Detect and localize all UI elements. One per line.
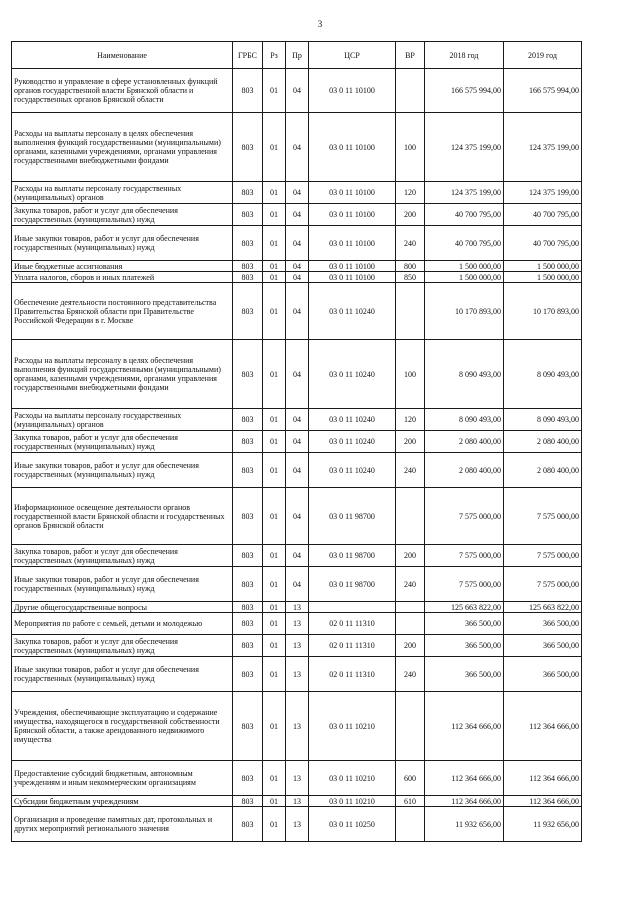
cell-vr — [396, 488, 425, 545]
cell-pr: 04 — [286, 69, 309, 113]
cell-y2018: 366 500,00 — [425, 635, 504, 657]
cell-y2019: 124 375 199,00 — [504, 113, 582, 182]
cell-y2018: 124 375 199,00 — [425, 182, 504, 204]
cell-csr: 03 0 11 10240 — [309, 431, 396, 453]
header-grbs: ГРБС — [233, 42, 263, 69]
header-2019: 2019 год — [504, 42, 582, 69]
cell-grbs: 803 — [233, 204, 263, 226]
cell-csr: 03 0 11 10100 — [309, 261, 396, 272]
header-rz: Рз — [263, 42, 286, 69]
cell-y2018: 112 364 666,00 — [425, 796, 504, 807]
table-header-row — [12, 42, 582, 69]
cell-vr: 610 — [396, 796, 425, 807]
cell-y2018: 40 700 795,00 — [425, 204, 504, 226]
cell-pr: 13 — [286, 635, 309, 657]
cell-pr: 04 — [286, 488, 309, 545]
cell-name: Закупка товаров, работ и услуг для обеспечения государственных (муниципальных) нужд — [12, 204, 233, 226]
cell-vr — [396, 602, 425, 613]
header-name: Наименование — [12, 42, 233, 69]
table-row — [12, 409, 582, 431]
cell-rz: 01 — [263, 602, 286, 613]
cell-pr: 13 — [286, 807, 309, 842]
cell-name: Расходы на выплаты персоналу государственных (муниципальных) органов — [12, 182, 233, 204]
cell-y2018: 124 375 199,00 — [425, 113, 504, 182]
cell-y2019: 1 500 000,00 — [504, 272, 582, 283]
cell-grbs: 803 — [233, 692, 263, 761]
cell-y2018: 2 080 400,00 — [425, 453, 504, 488]
table-row — [12, 567, 582, 602]
cell-y2019: 112 364 666,00 — [504, 761, 582, 796]
table-row — [12, 613, 582, 635]
cell-rz: 01 — [263, 261, 286, 272]
cell-y2018: 1 500 000,00 — [425, 261, 504, 272]
cell-name: Иные закупки товаров, работ и услуг для обеспечения государственных (муниципальных) нужд — [12, 567, 233, 602]
cell-y2018: 7 575 000,00 — [425, 567, 504, 602]
cell-grbs: 803 — [233, 488, 263, 545]
table-body — [12, 69, 582, 842]
cell-vr: 100 — [396, 340, 425, 409]
cell-vr: 200 — [396, 635, 425, 657]
cell-pr: 04 — [286, 409, 309, 431]
cell-csr: 03 0 11 10100 — [309, 226, 396, 261]
header-2018: 2018 год — [425, 42, 504, 69]
cell-y2019: 2 080 400,00 — [504, 453, 582, 488]
cell-pr: 04 — [286, 431, 309, 453]
cell-csr: 02 0 11 11310 — [309, 657, 396, 692]
cell-vr: 240 — [396, 657, 425, 692]
cell-pr: 04 — [286, 226, 309, 261]
cell-name: Иные бюджетные ассигнования — [12, 261, 233, 272]
cell-csr: 03 0 11 10100 — [309, 113, 396, 182]
cell-rz: 01 — [263, 453, 286, 488]
cell-rz: 01 — [263, 657, 286, 692]
table-row — [12, 226, 582, 261]
cell-name: Учреждения, обеспечивающие эксплуатацию и содержание имущества, находящегося в государственной собственности Брянской области, а также арендованного недвижимого имущества — [12, 692, 233, 761]
cell-y2018: 11 932 656,00 — [425, 807, 504, 842]
cell-vr: 200 — [396, 545, 425, 567]
cell-name: Обеспечение деятельности постоянного представительства Правительства Брянской области при Правительстве Российской Федерации в г. Москве — [12, 283, 233, 340]
cell-y2019: 8 090 493,00 — [504, 409, 582, 431]
cell-y2018: 10 170 893,00 — [425, 283, 504, 340]
cell-y2019: 1 500 000,00 — [504, 261, 582, 272]
cell-y2019: 366 500,00 — [504, 635, 582, 657]
cell-y2019: 166 575 994,00 — [504, 69, 582, 113]
cell-csr: 03 0 11 10100 — [309, 69, 396, 113]
cell-y2018: 366 500,00 — [425, 613, 504, 635]
cell-vr: 600 — [396, 761, 425, 796]
cell-pr: 04 — [286, 545, 309, 567]
cell-rz: 01 — [263, 409, 286, 431]
cell-y2018: 125 663 822,00 — [425, 602, 504, 613]
cell-csr: 02 0 11 11310 — [309, 613, 396, 635]
cell-pr: 04 — [286, 272, 309, 283]
cell-csr: 03 0 11 10250 — [309, 807, 396, 842]
cell-vr — [396, 692, 425, 761]
cell-pr: 04 — [286, 204, 309, 226]
cell-grbs: 803 — [233, 69, 263, 113]
cell-rz: 01 — [263, 226, 286, 261]
cell-name: Мероприятия по работе с семьей, детьми и молодежью — [12, 613, 233, 635]
cell-y2018: 166 575 994,00 — [425, 69, 504, 113]
cell-y2018: 366 500,00 — [425, 657, 504, 692]
cell-grbs: 803 — [233, 545, 263, 567]
cell-csr: 03 0 11 10210 — [309, 796, 396, 807]
cell-grbs: 803 — [233, 761, 263, 796]
cell-pr: 13 — [286, 657, 309, 692]
cell-rz: 01 — [263, 692, 286, 761]
cell-y2019: 7 575 000,00 — [504, 545, 582, 567]
cell-rz: 01 — [263, 113, 286, 182]
cell-name: Иные закупки товаров, работ и услуг для обеспечения государственных (муниципальных) нужд — [12, 657, 233, 692]
table-row — [12, 796, 582, 807]
cell-name: Информационное освещение деятельности органов государственной власти Брянской области и государственных органов Брянской области — [12, 488, 233, 545]
cell-y2019: 40 700 795,00 — [504, 204, 582, 226]
cell-rz: 01 — [263, 272, 286, 283]
cell-pr: 04 — [286, 182, 309, 204]
cell-grbs: 803 — [233, 113, 263, 182]
cell-pr: 13 — [286, 692, 309, 761]
cell-csr: 03 0 11 10240 — [309, 409, 396, 431]
cell-rz: 01 — [263, 545, 286, 567]
cell-y2019: 2 080 400,00 — [504, 431, 582, 453]
cell-grbs: 803 — [233, 796, 263, 807]
cell-name: Иные закупки товаров, работ и услуг для обеспечения государственных (муниципальных) нужд — [12, 453, 233, 488]
cell-csr: 03 0 11 10210 — [309, 761, 396, 796]
cell-vr: 240 — [396, 226, 425, 261]
table-row — [12, 807, 582, 842]
cell-rz: 01 — [263, 613, 286, 635]
cell-csr: 03 0 11 10100 — [309, 204, 396, 226]
cell-name: Организация и проведение памятных дат, протокольных и других мероприятий регионального значения — [12, 807, 233, 842]
cell-pr: 13 — [286, 761, 309, 796]
cell-vr: 240 — [396, 567, 425, 602]
cell-rz: 01 — [263, 567, 286, 602]
table-row — [12, 692, 582, 761]
table-row — [12, 602, 582, 613]
cell-grbs: 803 — [233, 567, 263, 602]
cell-rz: 01 — [263, 488, 286, 545]
cell-grbs: 803 — [233, 182, 263, 204]
cell-csr: 03 0 11 10100 — [309, 182, 396, 204]
cell-grbs: 803 — [233, 431, 263, 453]
cell-vr: 850 — [396, 272, 425, 283]
cell-csr: 03 0 11 98700 — [309, 488, 396, 545]
table-row — [12, 657, 582, 692]
cell-pr: 04 — [286, 453, 309, 488]
cell-y2019: 40 700 795,00 — [504, 226, 582, 261]
header-pr: Пр — [286, 42, 309, 69]
cell-y2019: 112 364 666,00 — [504, 692, 582, 761]
cell-name: Расходы на выплаты персоналу в целях обеспечения выполнения функций государственными (муниципальными) органами, казенными учреждениями, органами управления государственными внебюджетными фондами — [12, 340, 233, 409]
cell-vr: 120 — [396, 182, 425, 204]
cell-pr: 13 — [286, 602, 309, 613]
cell-rz: 01 — [263, 796, 286, 807]
cell-y2019: 7 575 000,00 — [504, 488, 582, 545]
table-row — [12, 283, 582, 340]
cell-csr — [309, 602, 396, 613]
cell-grbs: 803 — [233, 807, 263, 842]
cell-name: Уплата налогов, сборов и иных платежей — [12, 272, 233, 283]
cell-name: Субсидии бюджетным учреждениям — [12, 796, 233, 807]
cell-y2019: 112 364 666,00 — [504, 796, 582, 807]
cell-rz: 01 — [263, 807, 286, 842]
cell-y2019: 7 575 000,00 — [504, 567, 582, 602]
cell-name: Иные закупки товаров, работ и услуг для обеспечения государственных (муниципальных) нужд — [12, 226, 233, 261]
cell-y2018: 112 364 666,00 — [425, 761, 504, 796]
cell-y2018: 8 090 493,00 — [425, 409, 504, 431]
cell-vr: 800 — [396, 261, 425, 272]
cell-y2019: 10 170 893,00 — [504, 283, 582, 340]
cell-grbs: 803 — [233, 453, 263, 488]
table-row — [12, 488, 582, 545]
cell-y2018: 2 080 400,00 — [425, 431, 504, 453]
cell-y2019: 366 500,00 — [504, 613, 582, 635]
cell-vr: 100 — [396, 113, 425, 182]
cell-vr — [396, 69, 425, 113]
table-row — [12, 635, 582, 657]
cell-name: Расходы на выплаты персоналу государственных (муниципальных) органов — [12, 409, 233, 431]
cell-pr: 04 — [286, 340, 309, 409]
cell-pr: 13 — [286, 796, 309, 807]
cell-rz: 01 — [263, 69, 286, 113]
cell-y2019: 11 932 656,00 — [504, 807, 582, 842]
cell-vr — [396, 283, 425, 340]
page-number: 3 — [317, 19, 323, 29]
cell-grbs: 803 — [233, 635, 263, 657]
cell-y2018: 112 364 666,00 — [425, 692, 504, 761]
table-row — [12, 69, 582, 113]
cell-name: Закупка товаров, работ и услуг для обеспечения государственных (муниципальных) нужд — [12, 635, 233, 657]
cell-y2019: 125 663 822,00 — [504, 602, 582, 613]
cell-vr: 120 — [396, 409, 425, 431]
cell-vr: 200 — [396, 204, 425, 226]
table-row — [12, 431, 582, 453]
cell-name: Другие общегосударственные вопросы — [12, 602, 233, 613]
cell-pr: 04 — [286, 113, 309, 182]
cell-vr — [396, 807, 425, 842]
cell-rz: 01 — [263, 283, 286, 340]
cell-csr: 03 0 11 10210 — [309, 692, 396, 761]
cell-name: Предоставление субсидий бюджетным, автономным учреждениям и иным некоммерческим организациям — [12, 761, 233, 796]
cell-name: Закупка товаров, работ и услуг для обеспечения государственных (муниципальных) нужд — [12, 431, 233, 453]
header-csr: ЦСР — [309, 42, 396, 69]
cell-grbs: 803 — [233, 409, 263, 431]
cell-grbs: 803 — [233, 226, 263, 261]
cell-y2019: 8 090 493,00 — [504, 340, 582, 409]
cell-name: Закупка товаров, работ и услуг для обеспечения государственных (муниципальных) нужд — [12, 545, 233, 567]
cell-name: Расходы на выплаты персоналу в целях обеспечения выполнения функций государственными (муниципальными) органами, казенными учреждениями, органами управления государственными внебюджетными фондами — [12, 113, 233, 182]
table-row — [12, 113, 582, 182]
cell-rz: 01 — [263, 635, 286, 657]
cell-vr — [396, 613, 425, 635]
cell-rz: 01 — [263, 761, 286, 796]
cell-csr: 03 0 11 98700 — [309, 545, 396, 567]
cell-rz: 01 — [263, 182, 286, 204]
table-row — [12, 545, 582, 567]
cell-grbs: 803 — [233, 340, 263, 409]
table-row — [12, 272, 582, 283]
table-row — [12, 453, 582, 488]
table-row — [12, 761, 582, 796]
table-row — [12, 204, 582, 226]
cell-y2018: 8 090 493,00 — [425, 340, 504, 409]
cell-grbs: 803 — [233, 283, 263, 340]
cell-pr: 04 — [286, 567, 309, 602]
cell-vr: 200 — [396, 431, 425, 453]
cell-grbs: 803 — [233, 261, 263, 272]
cell-pr: 13 — [286, 613, 309, 635]
cell-y2019: 124 375 199,00 — [504, 182, 582, 204]
cell-name: Руководство и управление в сфере установленных функций органов государственной власти Брянской области и государственных органов Брянской области — [12, 69, 233, 113]
cell-y2018: 40 700 795,00 — [425, 226, 504, 261]
table-row — [12, 340, 582, 409]
table-row — [12, 261, 582, 272]
cell-rz: 01 — [263, 204, 286, 226]
cell-y2018: 1 500 000,00 — [425, 272, 504, 283]
cell-pr: 04 — [286, 261, 309, 272]
table-row — [12, 182, 582, 204]
cell-csr: 03 0 11 10240 — [309, 283, 396, 340]
header-vr: ВР — [396, 42, 425, 69]
cell-csr: 03 0 11 10240 — [309, 340, 396, 409]
cell-grbs: 803 — [233, 602, 263, 613]
cell-y2019: 366 500,00 — [504, 657, 582, 692]
cell-vr: 240 — [396, 453, 425, 488]
cell-csr: 03 0 11 98700 — [309, 567, 396, 602]
cell-y2018: 7 575 000,00 — [425, 545, 504, 567]
budget-table — [11, 41, 582, 842]
cell-grbs: 803 — [233, 613, 263, 635]
cell-csr: 03 0 11 10100 — [309, 272, 396, 283]
cell-rz: 01 — [263, 340, 286, 409]
cell-y2018: 7 575 000,00 — [425, 488, 504, 545]
cell-grbs: 803 — [233, 657, 263, 692]
cell-csr: 02 0 11 11310 — [309, 635, 396, 657]
cell-csr: 03 0 11 10240 — [309, 453, 396, 488]
cell-rz: 01 — [263, 431, 286, 453]
cell-pr: 04 — [286, 283, 309, 340]
cell-grbs: 803 — [233, 272, 263, 283]
